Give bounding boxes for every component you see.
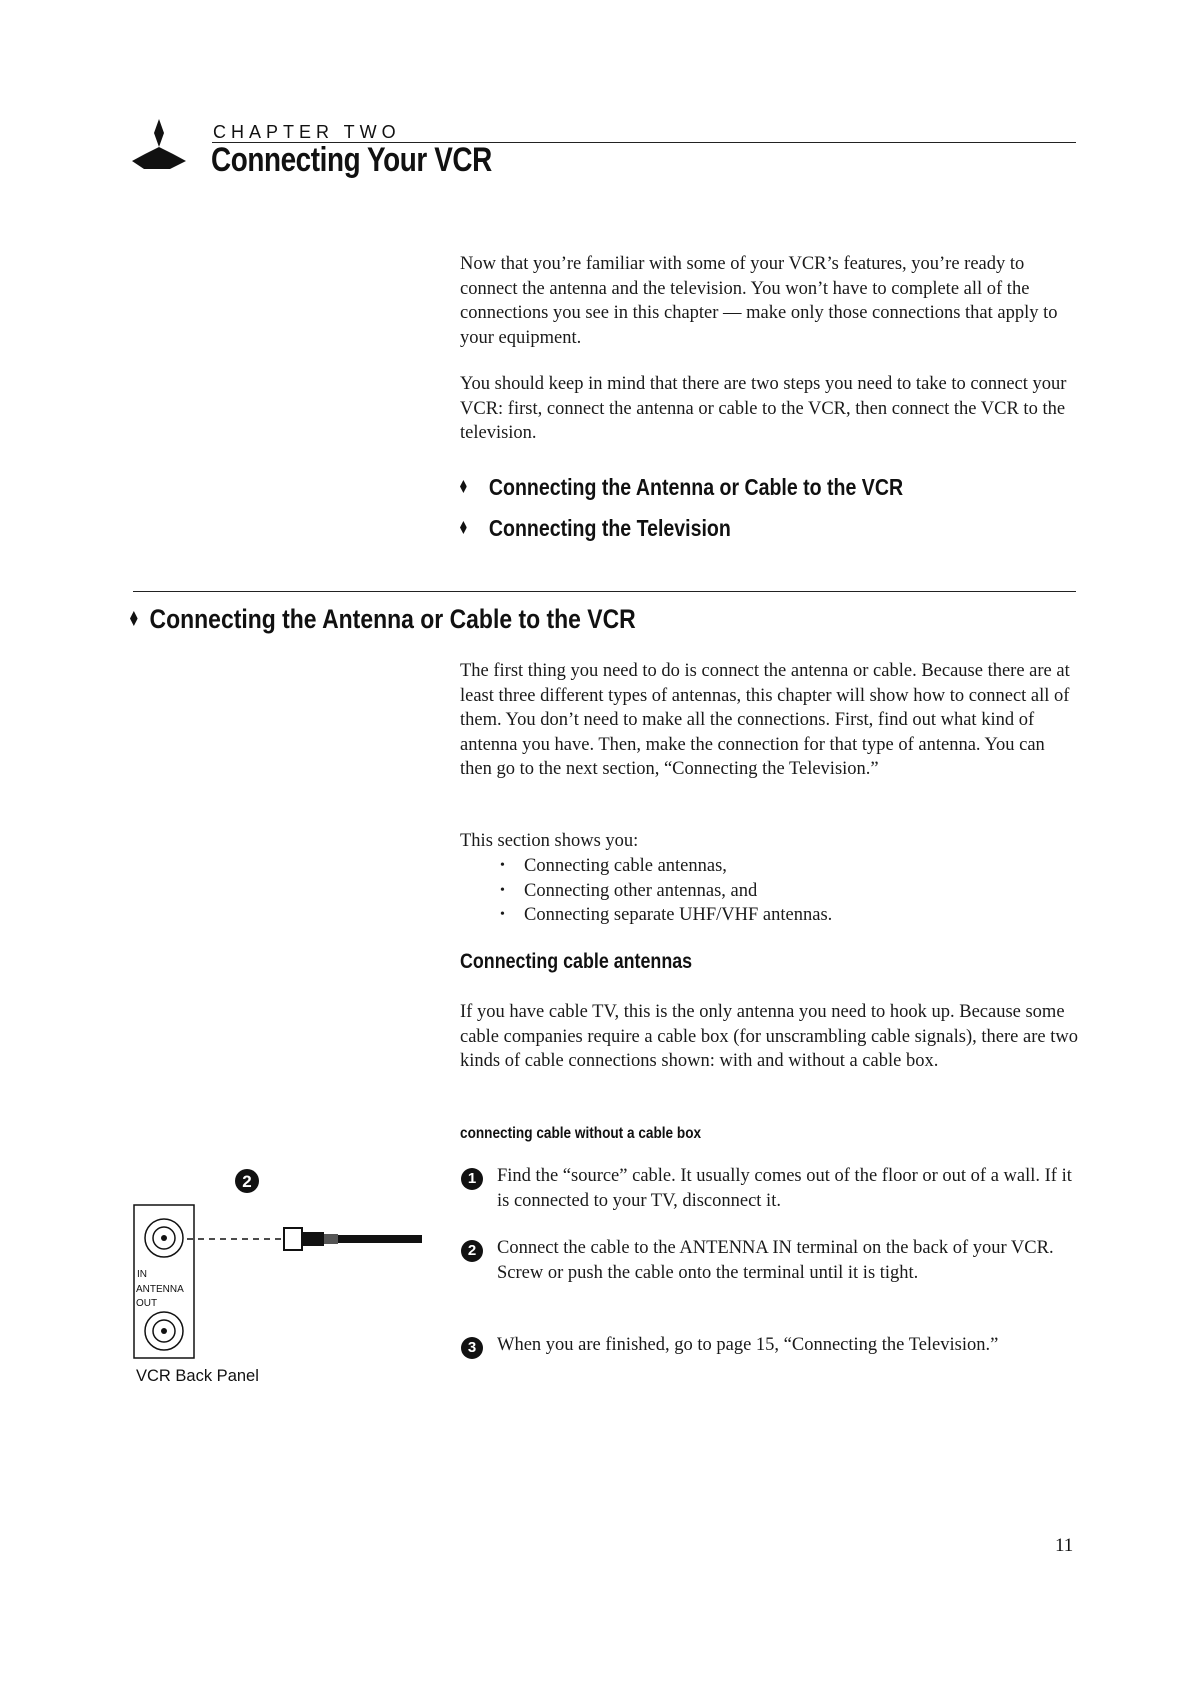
section-heading (130, 604, 636, 635)
minor-heading: connecting cable without a cable box (460, 1125, 702, 1142)
subsection-heading: Connecting cable antennas (460, 950, 693, 973)
vcr-back-panel-diagram (132, 1160, 432, 1360)
toc-item-label: Connecting the Antenna or Cable to the VCR (488, 474, 904, 500)
toc-item-antenna (460, 474, 903, 501)
section-divider (133, 591, 1076, 592)
subsection-paragraph: If you have cable TV, this is the only antenna you need to hook up. Because some cable companies require a cable box (for unscrambling cable signals), there are two kinds of cable connections shown: with and without a cable box. (460, 1002, 1078, 1071)
list-item: • Connecting separate UHF/VHF antennas. (460, 903, 832, 928)
step-text-1: Find the “source” cable. It usually comes out of the floor or out of a wall. If it is connected to your TV, disconnect it. (497, 1166, 1072, 1211)
section-bullet-list (460, 854, 832, 928)
diamond-bullet-icon (130, 611, 138, 626)
page-number: 11 (1055, 1535, 1074, 1556)
label-out: OUT (136, 1298, 158, 1309)
mitsubishi-logo-icon (130, 117, 188, 175)
intro-paragraph-2: You should keep in mind that there are two steps you need to take to connect your VCR: first, connect the antenna or cable to the VCR, then connect the VCR to the television. (460, 374, 1067, 443)
coax-connector-icon (284, 1228, 422, 1250)
list-item: • Connecting other antennas, and (460, 879, 832, 904)
section-heading-label: Connecting the Antenna or Cable to the VCR (149, 604, 636, 634)
step-text-2: Connect the cable to the ANTENNA IN terminal on the back of your VCR. Screw or push the cable onto the terminal until it is tight. (497, 1238, 1054, 1283)
section-paragraph: The first thing you need to do is connect the antenna or cable. Because there are at least three different types of antennas, this chapter will show how to connect all of them. You don’t need to make all the connections. First, find out what kind of antenna you have. Then, make the connection for that type of antenna. You can then go to the next section, “Connecting the Television.” (460, 661, 1070, 779)
intro-paragraph-1: Now that you’re familiar with some of your VCR’s features, you’re ready to connect the antenna and the television. You won’t have to complete all of the connections you see in this chapter — make only those connections that apply to your equipment. (460, 254, 1058, 348)
step-number-3: 3 (461, 1337, 483, 1359)
toc-item-television (460, 515, 731, 542)
list-item: • Connecting cable antennas, (460, 854, 832, 879)
diamond-bullet-icon (460, 480, 467, 493)
callout-number: 2 (242, 1172, 252, 1191)
panel-caption: VCR Back Panel (136, 1367, 259, 1385)
diamond-bullet-icon (460, 521, 467, 534)
label-in: IN (137, 1269, 147, 1280)
step-number-1: 1 (461, 1168, 483, 1190)
page-title: Connecting Your VCR (211, 141, 492, 179)
chapter-label: CHAPTER TWO (213, 122, 401, 142)
label-antenna: ANTENNA (136, 1284, 184, 1295)
step-text-3: When you are finished, go to page 15, “Connecting the Television.” (497, 1335, 999, 1355)
section-shows-intro: This section shows you: (460, 831, 639, 851)
step-number-2: 2 (461, 1240, 483, 1262)
toc-item-label: Connecting the Television (488, 515, 731, 541)
